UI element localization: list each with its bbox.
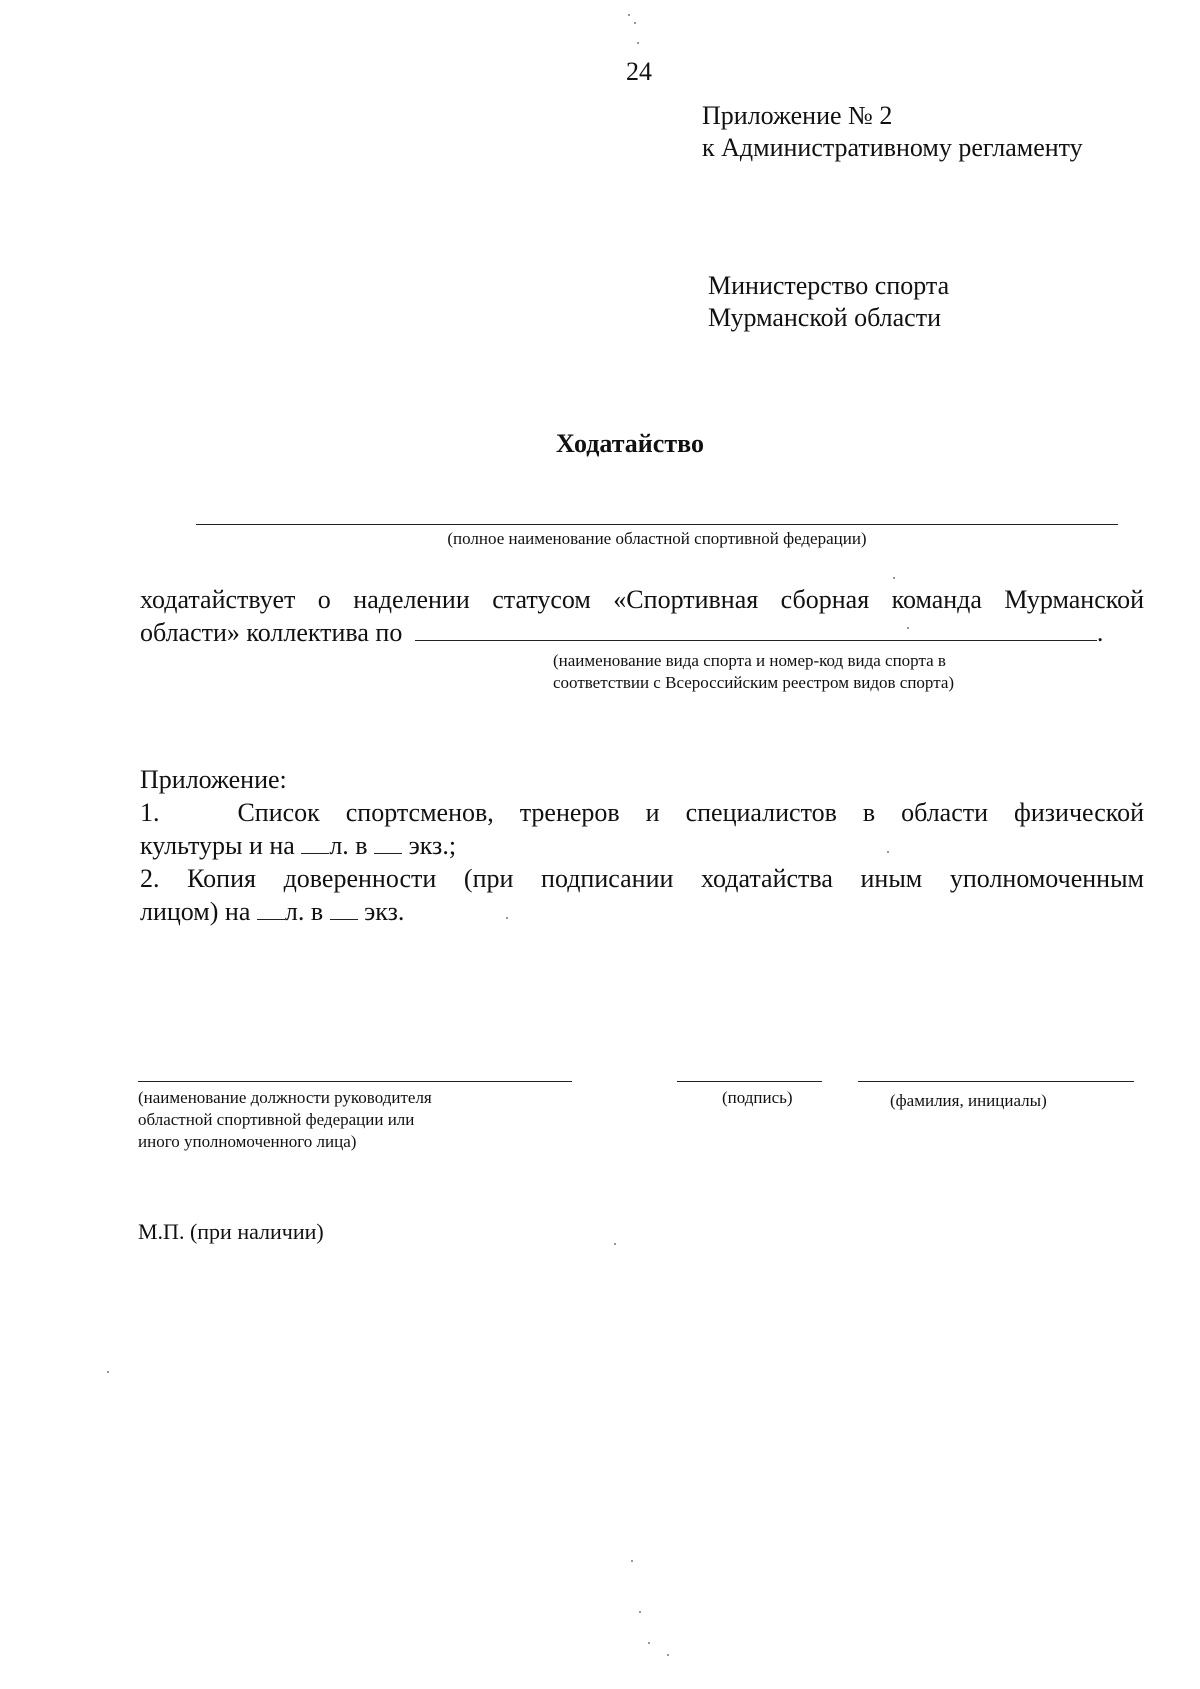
- sport-name-blank: [415, 618, 1097, 641]
- attachment-item-1-text-c: экз.;: [408, 831, 457, 860]
- petition-line-2: [140, 617, 1144, 649]
- sport-caption-line-2: соответствии с Всероссийским реестром видов спорта): [553, 673, 955, 692]
- position-caption: [138, 1087, 432, 1153]
- sport-caption: [553, 650, 954, 694]
- addressee: [708, 270, 949, 334]
- full-name-line: [858, 1081, 1134, 1082]
- document-title: Ходатайство: [556, 429, 704, 458]
- attachments-heading: Приложение:: [140, 765, 287, 794]
- attachment-item-2-text-a: лицом) на: [140, 897, 251, 926]
- attachment-item-2-text-c: экз.: [364, 897, 405, 926]
- page-number: 24: [626, 57, 652, 86]
- sheets-blank-2: [257, 897, 285, 920]
- sport-caption-line-1: (наименование вида спорта и номер-код вида спорта в: [553, 651, 946, 670]
- attachment-item-2-line-1: 2. Копия доверенности (при подписании ходатайства иным уполномоченным: [140, 864, 1144, 893]
- full-name-caption: (фамилия, инициалы): [890, 1091, 1047, 1110]
- copies-blank-2: [330, 897, 358, 920]
- position-caption-line-2: областной спортивной федерации или: [138, 1110, 415, 1129]
- addressee-line-1: Министерство спорта: [708, 271, 950, 300]
- position-line: [138, 1081, 572, 1082]
- attachment-item-1-line-2: [140, 830, 456, 862]
- signature-caption: (подпись): [722, 1088, 793, 1107]
- appendix-reference: [702, 100, 1083, 164]
- appendix-line-2: к Административному регламенту: [702, 133, 1083, 162]
- federation-name-line: [196, 524, 1118, 525]
- position-caption-line-3: иного уполномоченного лица): [138, 1132, 357, 1151]
- attachment-item-1-text-a: культуры и на: [140, 831, 295, 860]
- position-caption-line-1: (наименование должности руководителя: [138, 1088, 432, 1107]
- stamp-note: М.П. (при наличии): [138, 1219, 324, 1244]
- federation-caption: (полное наименование областной спортивной федерации): [447, 529, 867, 548]
- addressee-line-2: Мурманской области: [708, 303, 941, 332]
- petition-line-1: ходатайствует о наделении статусом «Спортивная сборная команда Мурманской: [140, 585, 1144, 614]
- appendix-line-1: Приложение № 2: [702, 101, 893, 130]
- sheets-blank-1: [301, 831, 329, 854]
- petition-line-2-end: .: [1096, 618, 1104, 647]
- attachment-item-2-text-b: л. в: [284, 897, 324, 926]
- attachment-item-2-line-2: [140, 896, 404, 928]
- copies-blank-1: [374, 831, 402, 854]
- petition-line-2-text: области» коллектива по: [140, 618, 403, 647]
- attachment-item-1-text-b: л. в: [329, 831, 368, 860]
- attachment-item-1-line-1: 1. Список спортсменов, тренеров и специалистов в области физической: [140, 798, 1144, 827]
- signature-line: [677, 1081, 822, 1082]
